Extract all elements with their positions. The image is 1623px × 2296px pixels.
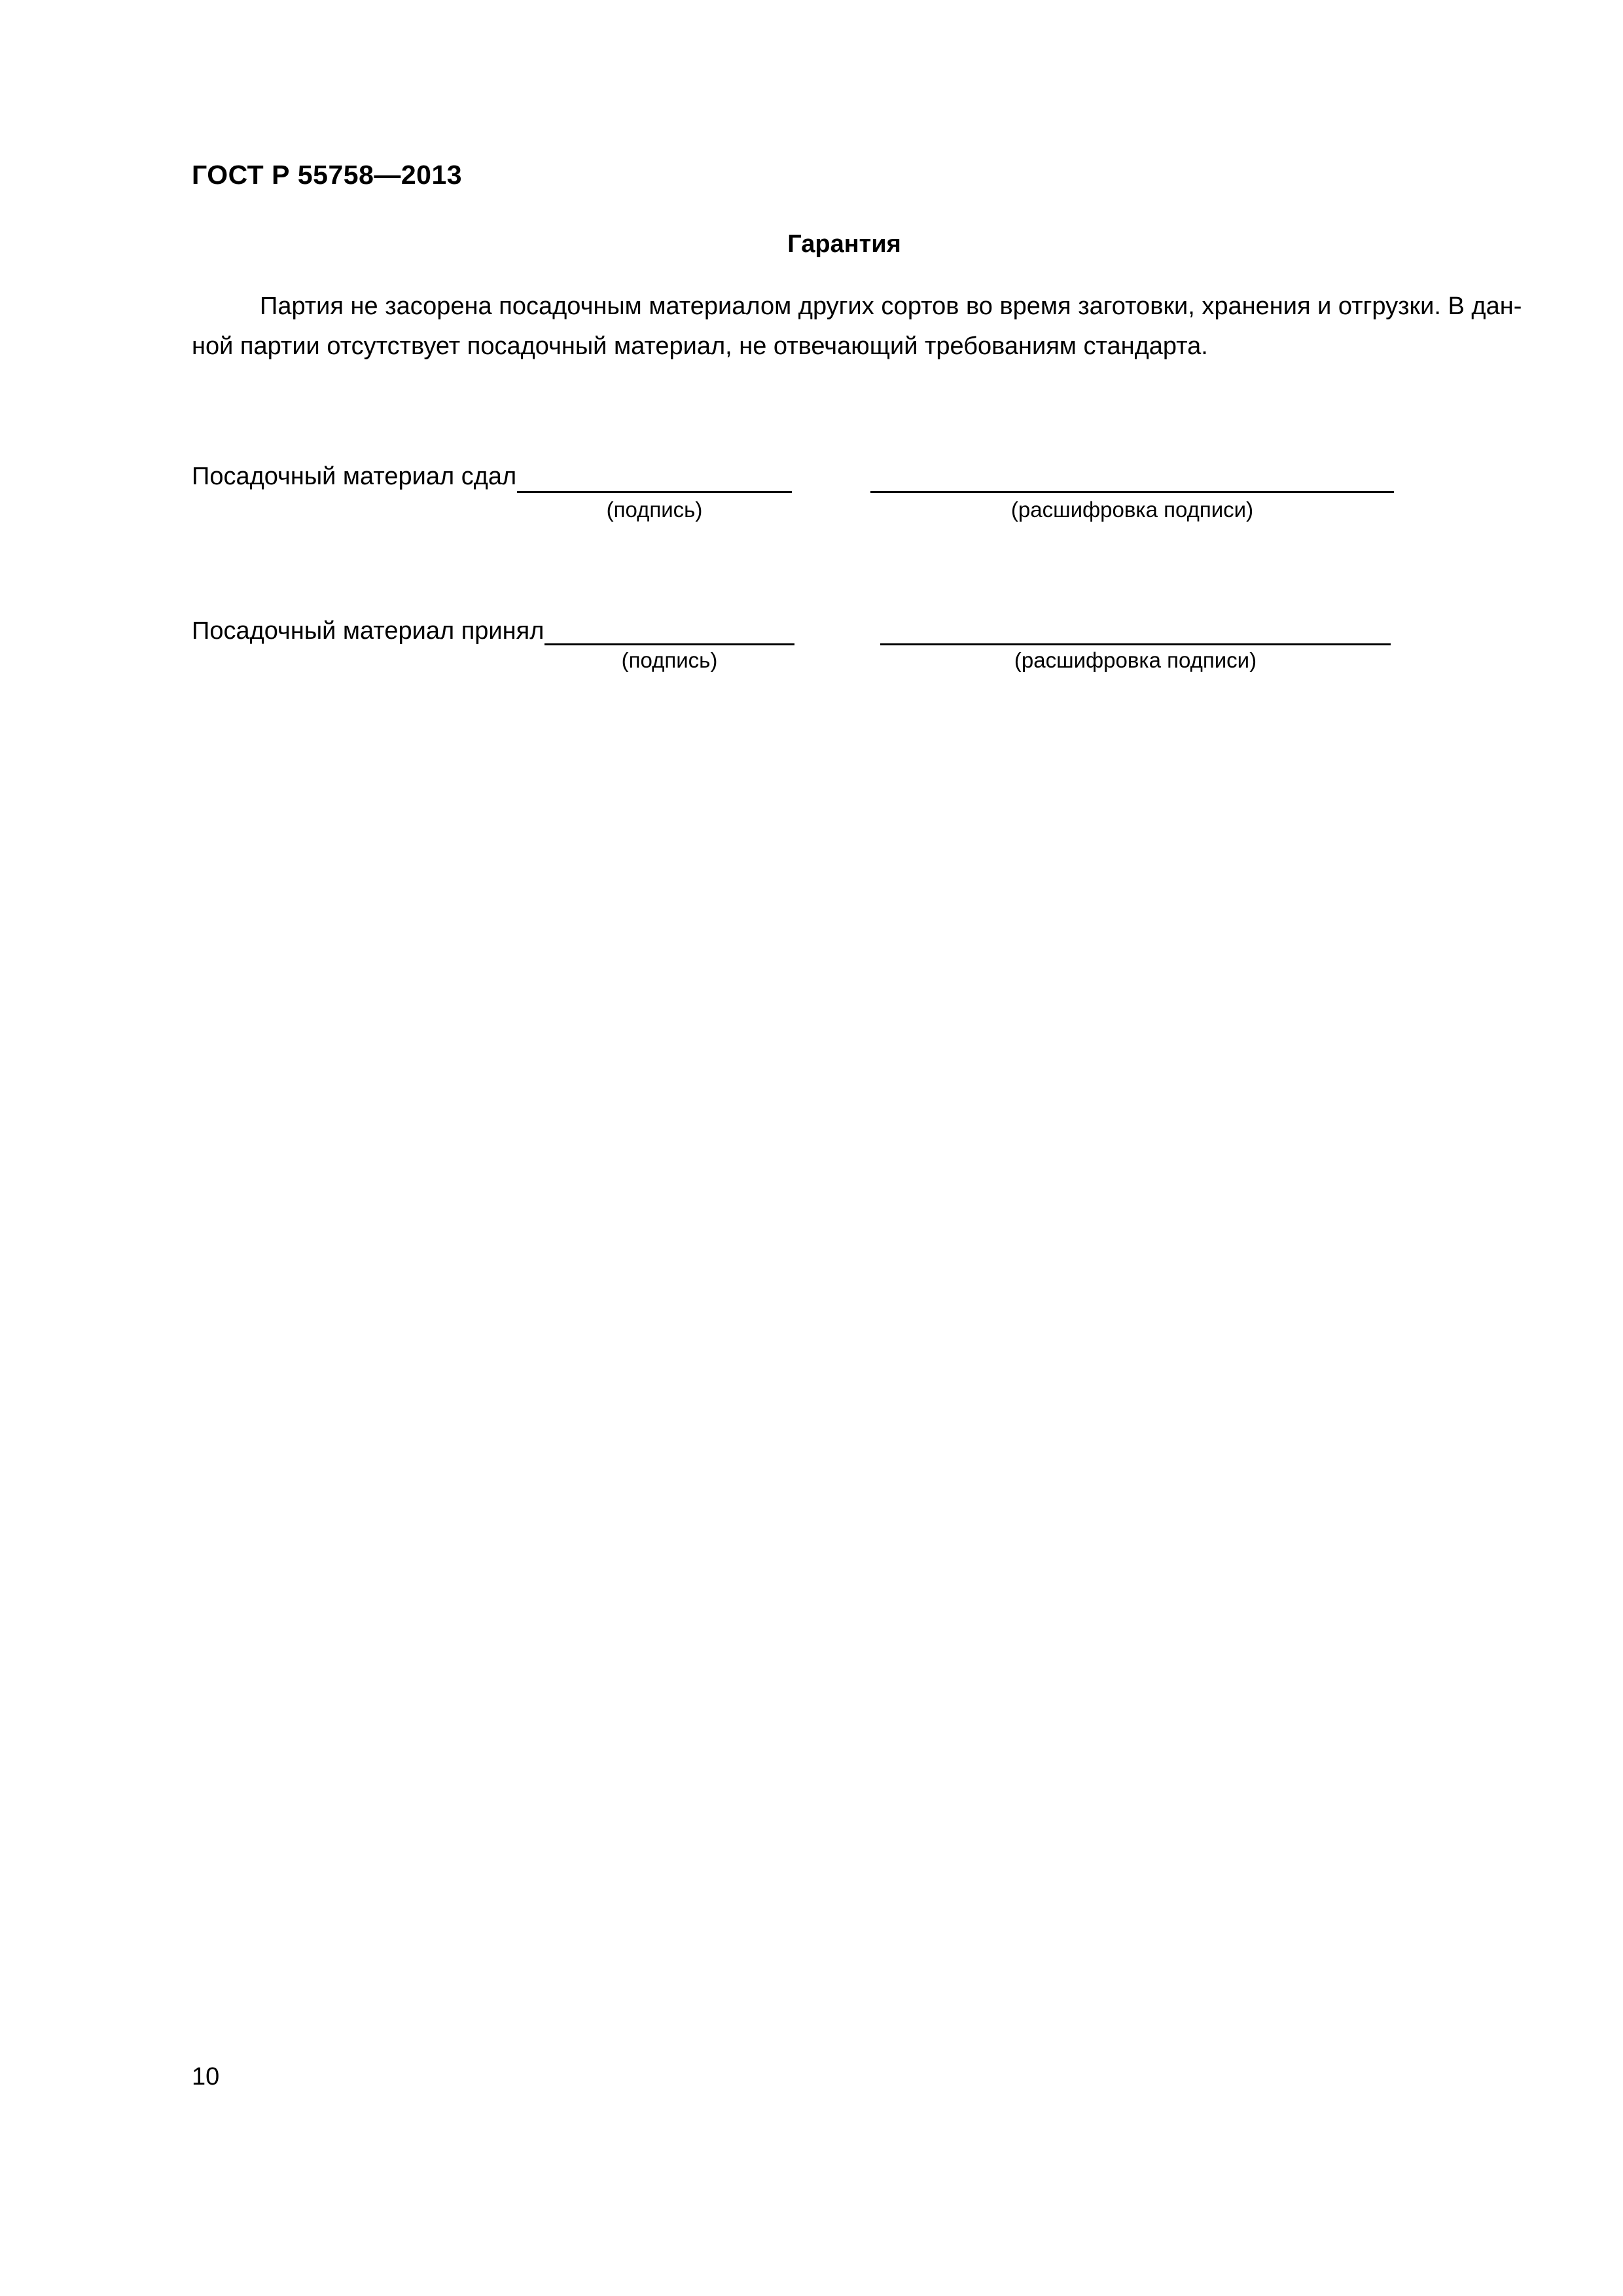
signature-line-delivered bbox=[517, 491, 792, 493]
paragraph-line: Партия не засорена посадочным материалом других сортов во время заготовки, хранения и отгрузки. В дан- bbox=[260, 293, 1522, 320]
signature-label-delivered: Посадочный материал сдал bbox=[192, 463, 517, 490]
transcript-line-delivered bbox=[870, 491, 1394, 493]
signature-label-accepted: Посадочный материал принял bbox=[192, 617, 544, 645]
document-header: ГОСТ Р 55758—2013 bbox=[192, 160, 463, 190]
transcript-line-accepted bbox=[880, 643, 1391, 645]
paragraph-line: ной партии отсутствует посадочный материал, не отвечающий требованиям стандарта. bbox=[192, 332, 1208, 360]
transcript-caption: (расшифровка подписи) bbox=[1010, 497, 1254, 522]
signature-caption: (подпись) bbox=[606, 497, 703, 522]
signature-line-accepted bbox=[544, 643, 794, 645]
transcript-caption: (расшифровка подписи) bbox=[1014, 648, 1257, 672]
guarantee-paragraph bbox=[192, 287, 1522, 367]
page-number: 10 bbox=[192, 2063, 220, 2090]
signature-caption: (подпись) bbox=[621, 648, 718, 672]
section-title: Гарантия bbox=[787, 230, 901, 258]
